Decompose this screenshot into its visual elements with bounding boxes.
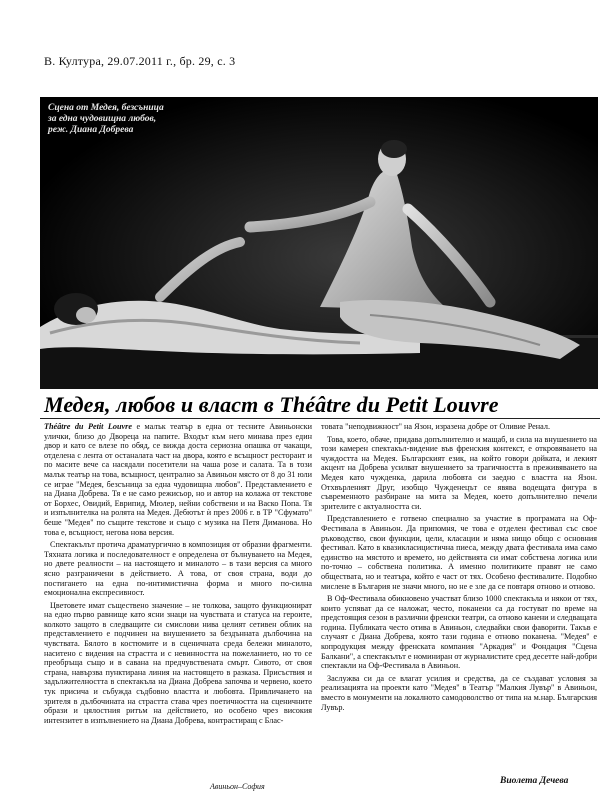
article-headline: Медея, любов и власт в Théâtre du Petit Louvre	[44, 392, 499, 417]
author-signature: Виолета Дечева	[500, 776, 569, 786]
photo-caption	[48, 103, 238, 136]
paragraph: товата "неподвижност" на Язон, изразена добре от Оливие Ренал.	[321, 422, 551, 431]
article-column-left	[44, 422, 312, 728]
stage-photo	[40, 97, 598, 389]
theatre-name: Théâtre du Petit Louvre	[44, 422, 132, 431]
stage-photo-dancers-icon	[40, 97, 598, 389]
dateline-signature: Авиньон–София	[210, 782, 265, 791]
paragraph	[44, 422, 312, 537]
paragraph: Спектакълът протича драматургично в композиция от образни фрагменти. Тяхната логика и последователност е определена от бълнуването на Медея, но двете реалности – на настоящето и миналото – в тази версия са много ясно разграничени в действието. А това, от своя страна, води до постигането на една по-интимистична форма и много по-силна емоционална експресивност.	[44, 540, 312, 598]
paragraph: Заслужва си да се влагат усилия и средства, да се създават условия за реализацията на проекти като "Медея" в Театър "Малкия Лувър" в Авиньон, вместо в монументи на локалното самодоволство от типа на м.нар. Българския Лувър.	[321, 673, 597, 712]
paragraph: Представлението е готвено специално за участие в програмата на Оф-Фестивала в Авиньон. Да припомня, че това е отделен фестивал със свое ръководство, свои функции, цели, класации и няма нищо общо с основния фестивал. Като в квазикласицистична пиеса, между двата фестивала има само единство на мястото и времето, но действията си имат собствена логика или по-точно – собствена политика. А именно политиките правят не само обществата, но и театъра, който е част от тях. Особено фестивалите. Подобно мислене в България не значи много, но не е зле да се повтаря отново и отново.	[321, 514, 597, 591]
article-column-right	[321, 422, 597, 715]
caption-line: Сцена от Медея, безсъница	[48, 103, 164, 113]
caption-line: за една чудовищна любов,	[48, 114, 157, 124]
newspaper-source-line: В. Култура, 29.07.2011 г., бр. 29, с. 3	[44, 54, 236, 68]
paragraph: В Оф-Фестивала обикновено участват близо 1000 спектакъла и някои от тях, които успяват да се наложат, често, поканени са да гостуват по време на предстоящия сезон в различни френски театри, са отново канени и следващата година. Публиката често отива в Авиньон, следвайки свои фаворити. Такъв е случаят с Диана Добрева, която тази година е отново поканена. "Медея" е копродукция между френската компания "Аркадия" и Фондация "Сцена Балкани", а спектакълът е номиниран от журналистите сред десетте най-добри спектакли на Оф-Фестивала в Авиньон.	[321, 594, 597, 671]
paragraph: Това, което, обаче, придава допълнително и мащаб, и сила на внушението на този камерен спектакъл-видение във френския контекст, е откровяването на чуждостта на Медея. Българският език, на който говори дойката, и лекият акцент на Добрева усилват внушението за трагичността в преживяването на Медея като чужденка, дарила любовта си заедно с властта на Язон. Отхвърленият Друг, изобщо Чужденецът се явява водещата фигура в съвременното разбиране на мита за Медея, което допълнително печели зрителите с актуалността си.	[321, 434, 597, 511]
headline-divider	[40, 418, 600, 419]
paragraph: Цветовете имат съществено значение – не толкова, защото функционират на едно първо равнище като ясни знаци на чувствата и статуса на героите, колкото защото в следващите си смислови нива целият сетивен облик на представлението е подчинен на внушението за бездънната дълбочина на чувствата. Бялото в костюмите и в сценичната среда бележи миналото, наситено с видения на страстта и с невинността на пожеланието, но то се преобръща също и в савана на предчувствената смърт. Сивото, от своя страна, навързва пунктирана линия на настоящето в разказа. Присъствия и задължителността в спектакъла на Диана Добрева започва и червено, което тук присича и събужда съдбовно властта и любовта. Привличането на зрителя в дълбочината на страстта става чрез поетичността на сценичните образи и цялостния ритъм на действието, но особено чрез високия интензитет в изпълнението на Диана Добрева, контрастиращ с Блас-	[44, 600, 312, 725]
paragraph-text: е малък театър в една от тесните Авиньонски улички, близо до Двореца на папите. Входът към него минава през един двор и като се влезе по обяд, се вижда доста сериозна опашка от чакащи, отделена с лента от останалата част на двора, която е всъщност ресторант и по масите вече са насядали посетители на чаша розе и салата. Та в този малък театър на това, всъщност, централно за Авиньон място от 8 до 31 юли се играе "Медея, безсъница за една чудовищна любов". Представлението е на Диана Добрева. Тя е не само режисьор, но и автор на колажа от текстове от Борхес, Овидий, Еврипид, Мюлер, нейни собствени и на Васко Попа. Тя и изпълнителка на ролята на Медея. Дебютът ѝ през 2006 г. в ТР "Сфумато" беше "Медея" по същите текстове и също с музика на Петя Диманова. Но това е, всъщност, негова нова версия.	[44, 422, 312, 537]
caption-line: реж. Диана Добрева	[48, 125, 134, 135]
